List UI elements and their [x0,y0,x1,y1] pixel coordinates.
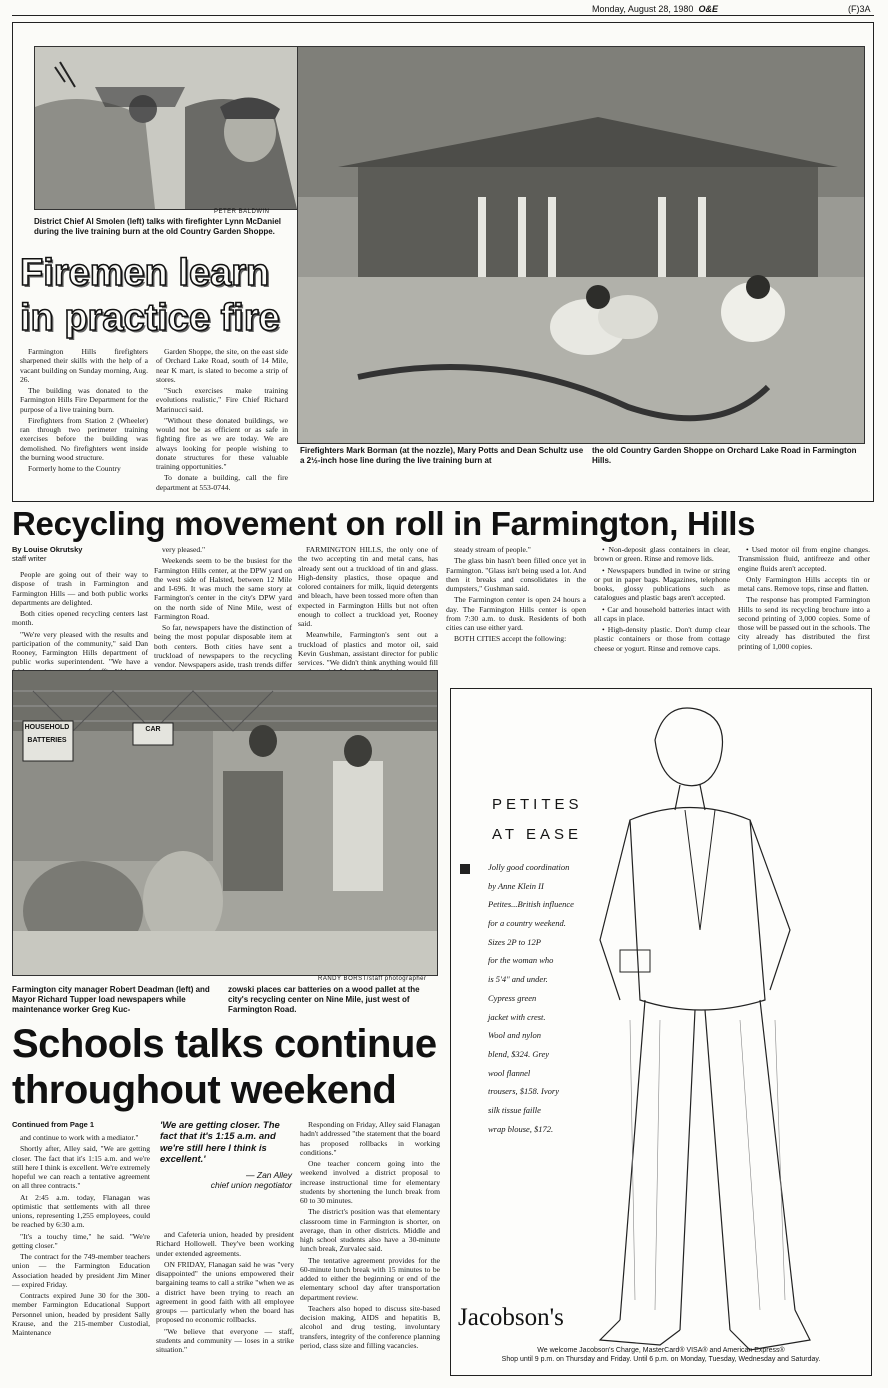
sign-car: CAR [145,726,161,733]
ad-brand-logo: Jacobson's [458,1304,564,1331]
schools-col3: Responding on Friday, Alley said Flanagan hadn't addressed "the statement that the board has proposed rollbacks in working conditions." One teacher concern going into the weekend involved a district proposal to increase instructional time for elementary students by shortening the lunch break from 60 to 30 minutes. The district's position was that elementary classroom time in Farmington is shorter, on average, than in other districts. Middle and high school students also have a 30-minute lunch break, Zurvalec said. The tentative agreement provides for the 60-minute lunch break with 15 minutes to be added to either the beginning or end of the elementary school day after transportation department review. Teachers also hoped to discuss site-based decision making, AIDS and hepatitis B, alcohol and drug testing, involuntary transfers, integrity of the conference planning period, class size and filling vacancies. [300,1120,440,1350]
fire-headline-line1: Firemen learn [20,252,270,294]
publication-name: O&E [698,4,718,14]
continued-label: Continued from Page 1 [12,1120,95,1129]
recycling-col4: steady stream of people." The glass bin hasn't been filled once yet in Farmington. "Glass isn't being used a lot. And then it breaks and consolidates in the dumpsters," Gushman said. The Farmington center is open 24 hours a day. The Farmington Hills center is open from 7:30 a.m. to dusk. Residents of both cities can use either yard. BOTH CITIES accept the following: [446,545,586,644]
photo-credit-baldwin: PETER BALDWIN [214,209,270,215]
recycling-col1: People are going out of their way to dispose of trash in Farmington and Farmington Hills — and both public works departments are delighted. Both cities opened recycling centers last month. "We're very pleased with the results and participation of the community," said Dan Rooney, Farmington Hills department of public works superintendent. "We have a [12,570,148,667]
recycling-col3: FARMINGTON HILLS, the only one of the two accepting tin and metal cans, has already sent out a truckload of tin and glass. High-density plastics, those opaque and colored containers for milk, liquid detergents and bleach, have been tossed more often than expected in Farmington Hills but not often enough to collect a truckload yet, Rooney said. Meanwhile, Farmington's sent out a truckload of plastics and motor oil, said Kevin Gushman, assistant director for public services. "We didn't think anything would fill [298,545,438,667]
ad-bullet-icon [460,864,470,874]
pull-quote-attribution: — Zan Alley chief union negotiator [210,1169,292,1190]
ad-copy: Jolly good coordination by Anne Klein II Petites...British influence for a country weekend. Sizes 2P to 12P for the woman who is 5'4" and under. Cypress green jacket with crest. Wool and nylon blend, $324. Grey wool flannel trousers, $158. Ivory silk tissue faille wrap blouse, $172. [488,862,574,1134]
page-date: Monday, August 28, 1980 O&E [592,4,718,14]
ad-footer: We welcome Jacobson's Charge, MasterCard® VISA® and American Express® Shop until 9 p.m. on Thursday and Friday. Until 6 p.m. on Monday, Tuesday, Wednesday and Saturday. [501,1347,821,1364]
schools-col2: and Cafeteria union, headed by president Richard Hollowell. They've been working under extended agreements. ON FRIDAY, Flanagan said he was "very disappointed" the unions empowered their bargaining teams to call a strike "when we as a district have been trying to reach an agreement in good faith with all employee groups — particularly when the board has proposed no economic rollbacks. "We believe that everyone — staff, students and community — loses in a strike situation." [156,1230,294,1354]
caption-recycling-a: Farmington city manager Robert Deadman (left) and Mayor Richard Tupper load newspapers while maintenance worker Greg Kuc- [12,985,210,1014]
caption-firefighters-b: the old Country Garden Shoppe on Orchard Lake Road in Farmington Hills. [592,446,857,465]
header-rule [12,15,874,16]
caption-recycling-b: zowski places car batteries on a wood pallet at the city's recycling center on Nine Mile, just west of Farmington Road. [228,985,420,1014]
recycling-col2: very pleased." Weekends seem to be the busiest for the Farmington Hills center, at the DPW yard on the west side of Halsted, between 12 Mile and I-696. It was much the same story at Farmington's center in the city's DPW yard on the north side of Nine Mile, west of Farmington Road. So far, newspapers have the distinction of being the most popular disposable item at both centers. Both cities have sent a truckload of newspapers to the recycling vendor. Newspapers aside, trash trends differ [154,545,292,669]
caption-fire-chief: District Chief Al Smolen (left) talks with firefighter Lynn McDaniel during the live training burn at the old Country Garden Shoppe. [34,217,281,236]
fire-story-col2: Garden Shoppe, the site, on the east side of Orchard Lake Road, south of 14 Mile, near K mart, is slated to become a strip of stores. "Such exercises make training evolutions realistic," Fire Chief Richard Marinucci said. "Without these donated buildings, we would not be as efficient or as safe in fighting fire as we are today. We are always looking for people wishing to donate structures for these valuable training opportunities." To donate a building, call the fire department at 553-0744. [156,347,288,492]
pull-quote-box [160,1120,292,1190]
fire-headline-line2: in practice fire [20,297,280,339]
recycling-byline: By Louise Okrutsky staff writer [12,545,83,563]
photo-recycling-center [12,670,438,976]
schools-col1: Continued from Page 1 and continue to work with a mediator." Shortly after, Alley said, "We are getting closer. The fact that it's 1:15 a.m. and we're still here I think is excellent. We're extremely hopeful we can reach a tentative agreement on all three contracts." At 2:45 a.m. today, Flanagan was optimistic that settlements with all three unions, representing 1,255 employees, could be reached by 6:30 a.m. "It's a touchy time," he said. "We're getting closer." The contract for the 749-member teachers union — the Farmington Education Association headed by president Jim Miner — expired Friday. Contracts expired June 30 for the 300-member Farmington Educational Support Personnel union, headed by president Sally Krause, and the 215-member Custodial, Maintenance [12,1120,150,1338]
recycling-headline: Recycling movement on roll in Farmington, Hills [12,505,756,542]
recycling-col5: • Non-deposit glass containers in clear, brown or green. Rinse and remove lids. • Newspapers bundled in twine or string or put in paper bags. Magazines, telephone books, glossy publications such as catalogues and plastic bags aren't accepted. • Car and household batteries intact with all caps in place. • High-density plastic. Don't dump clear plastic containers or those from cottage cheese or yogurt. Rinse and remove caps. [594,545,730,653]
sign-household-batteries: HOUSEHOLD BATTERIES [24,724,70,744]
photo-credit-borst: RANDY BORST/staff photographer [318,976,427,982]
schools-headline-line1: Schools talks continue [12,1022,437,1066]
page-number: (F)3A [848,4,871,14]
ad-title: PETITES AT EASE [492,796,583,843]
caption-firefighters-a: Firefighters Mark Borman (at the nozzle), Mary Potts and Dean Schultz use a 2½-inch hose line during the live training burn at [300,446,584,465]
schools-headline-line2: throughout weekend [12,1068,397,1112]
photo-firefighters-hose [297,46,865,444]
fire-story-col1: Farmington Hills firefighters sharpened their skills with the help of a vacant building on Sunday morning, Aug. 26. The building was donated to the Farmington Hills Fire Department for the purpose of a live training burn. Firefighters from Station 2 (Wheeler) ran through two perimeter training exercises before the building was demolished. No firefighters went inside the burning wood structure. Formerly home to the Country [20,347,148,473]
pull-quote-text: 'We are getting closer. The fact that it's 1:15 a.m. and we're still here I think is excellent.' [160,1120,280,1166]
photo-fire-chief [34,46,298,210]
recycling-col6: • Used motor oil from engine changes. Transmission fluid, antifreeze and other engine fluids aren't accepted. Only Farmington Hills accepts tin or metal cans. Remove tops, rinse and flatten. The response has prompted Farmington Hills to send its recycling brochure into a second printing of 3,000 copies. Some of those will be passed out in the schools. The city already has distributed the first printing of 1,000 copies. [738,545,870,651]
